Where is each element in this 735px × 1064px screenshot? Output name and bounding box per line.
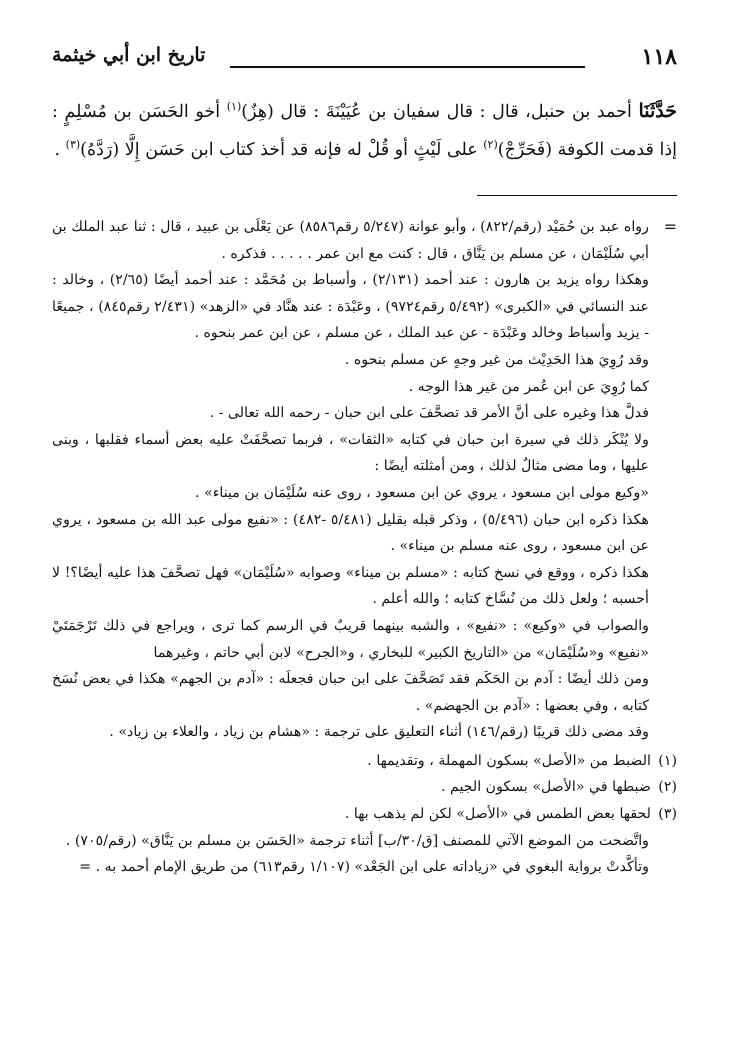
hadith-text-part: على لَيْثٍ أو قُلْ له فإنه قد أخذ كتاب ابن حَسَن إِلَّا (رَدَّهُ): [80, 140, 484, 160]
page-header: [52, 38, 677, 78]
commentary-paragraph: والصواب في «وكيع» : «نفيع» ، والشبه بينهما قريبٌ في الرسم كما ترى ، ويراجع في ذلك تَرْجَمَتَيْ «نفيع» و«سُلَيْمَان» من «التاريخ الكبير» للبخاري ، و«الجرح» لابن أبي حاتم ، وغيرهما: [52, 617, 649, 661]
footnote: [52, 774, 677, 801]
footnote-text: ضبطها في «الأصل» بسكون الجيم .: [440, 779, 651, 796]
commentary-paragraph: وقد مضى ذلك قريبًا (رقم/١٤٦) أثناء التعليق على ترجمة : «هشام بن زياد ، والعلاء بن زياد» .: [109, 724, 649, 741]
page-number: ١١٨: [641, 44, 677, 70]
running-title: تاريخ ابن أبي خيثمة: [52, 44, 206, 66]
commentary-paragraph: وقد رُوِيَ هذا الحَدِيْث من غير وجهٍ عن مسلم بنحوه .: [344, 351, 649, 368]
continuation-mark: =: [663, 217, 677, 236]
footnote: [52, 801, 677, 828]
hadith-text-part: أخو الحَسَن بن مُسْلِمٍ : إذا قدمت الكوفة (فَحَرِّجْ): [52, 102, 677, 160]
commentary-paragraph: ومن ذلك أيضًا : آدم بن الحَكَم فقد تَصَحَّفَ على ابن حبان فجعلَه : «آدم بن الجهم» هكذا في بعض نُسَخ كتابه ، وفي بعضها : «آدم بن الجهضم» .: [52, 671, 649, 714]
footnote-text: الضبط من «الأصل» بسكون المهملة ، وتقديمها .: [367, 752, 651, 769]
footnote-text: لحقها بعض الطمس في «الأصل» لكن لم يذهب بها .: [344, 806, 651, 823]
commentary-paragraph: هكذا ذكره ، ووقع في نسخ كتابه : «مسلم بن ميناء» وصوابه «سُلَيْمَان» فهل تصحَّفَ هذا عليه أيضًا؟! لا أحسبه ؛ ولعل ذلك من نُسَّاخ كتابه ؛ والله أعلم .: [52, 564, 649, 608]
commentary-block: [52, 214, 677, 746]
footnote-ref: (٣): [65, 138, 81, 152]
footnote-number: (١): [658, 752, 677, 769]
footnote-ref: (١): [226, 100, 242, 114]
commentary-paragraph: «وكيع مولى ابن مسعود ، يروي عن ابن مسعود ، روى عنه سُلَيْمَان بن ميناء» .: [195, 484, 649, 501]
footnote-continuation: واتَّضحت من الموضع الآتي للمصنف [ق/٣٠/ب] أثناء ترجمة «الحَسَن بن مسلم بن يَنَّاق» (رقم/٧٠٥) .: [65, 832, 649, 849]
header-rule: [230, 66, 585, 68]
footnote: [52, 748, 677, 775]
hadith-text-part: .: [54, 140, 66, 160]
book-page: [52, 38, 677, 1048]
commentary-paragraph: ولا يُنْكَر ذلك في سيرة ابن حبان في كتابه «الثقات» ، فربما تصحَّفَتْ عليه بعض أسماء فقلبها ، وبنى عليها ، وما مضى مثالٌ لذلك ، ومن أمثلته أيضًا :: [52, 431, 649, 475]
commentary-paragraph: فدلَّ هذا وغيره على أنَّ الأمر قد تصحَّفَ على ابن حبان - رحمه الله تعالى - .: [209, 405, 649, 422]
footnote-continuation: وتأكَّدتْ برواية البغوي في «زياداته على ابن الجَعْد» (١/١٠٧ رقم٦١٣) من طريق الإمام أحمد به . =: [79, 859, 649, 876]
commentary-paragraph: هكذا ذكره ابن حبان (٥/٤٩٦) ، وذكر قبله بقليل (٥/٤٨١ -٤٨٢) : «نفيع مولى عبد الله بن مسعود ، يروي عن ابن مسعود ، روى عنه مسلم بن ميناء» .: [52, 511, 649, 555]
hadith-lead-word: حَدَّثَنَا: [638, 100, 677, 122]
footnote-number: (٢): [658, 779, 677, 796]
hadith-text: [52, 92, 677, 169]
footnote-ref: (٢): [483, 138, 498, 152]
commentary-paragraph: كما رُوِيَ عن ابن عُمر من غير هذا الوجه .: [408, 378, 649, 395]
footnote-number: (٣): [658, 806, 677, 823]
commentary-paragraph: وهكذا رواه يزيد بن هارون : عند أحمد (٢/١٣١) ، وأسباط بن مُحَمَّد : عند أحمد أيضًا (٢/٦٥) ، وخالد : عند النسائي في «الكبرى» (٥/٤٩٢ رقم٩٧٢٤) ، وعَبْدَة : عند هنَّاد في «الزهد» (٢/٤٣١ رقم٨٤٥) ، جميعًا - يزيد وأسباط وخالد وعَبْدَة - عن عبد الملك ، عن مسلم ، عن ابن عمر بنحوه .: [52, 272, 650, 342]
commentary-paragraph: رواه عبد بن حُمَيْد (رقم/٨٢٢) ، وأبو عوانة (٥/٢٤٧ رقم٨٥٨٦) عن يَعْلَى بن عبيد ، قال : ثنا عبد الملك بن أبي سُلَيْمَان ، عن مسلم بن يَنَّاق ، قال : كنت مع ابن عمر . . . . . فذكره .: [52, 219, 649, 262]
footnote-separator: [477, 195, 677, 196]
hadith-text-part: أحمد بن حنبل، قال : قال سفيان بن عُيَيْنَةَ : قال (هِزٌ): [241, 102, 639, 122]
footnotes: [52, 748, 677, 828]
